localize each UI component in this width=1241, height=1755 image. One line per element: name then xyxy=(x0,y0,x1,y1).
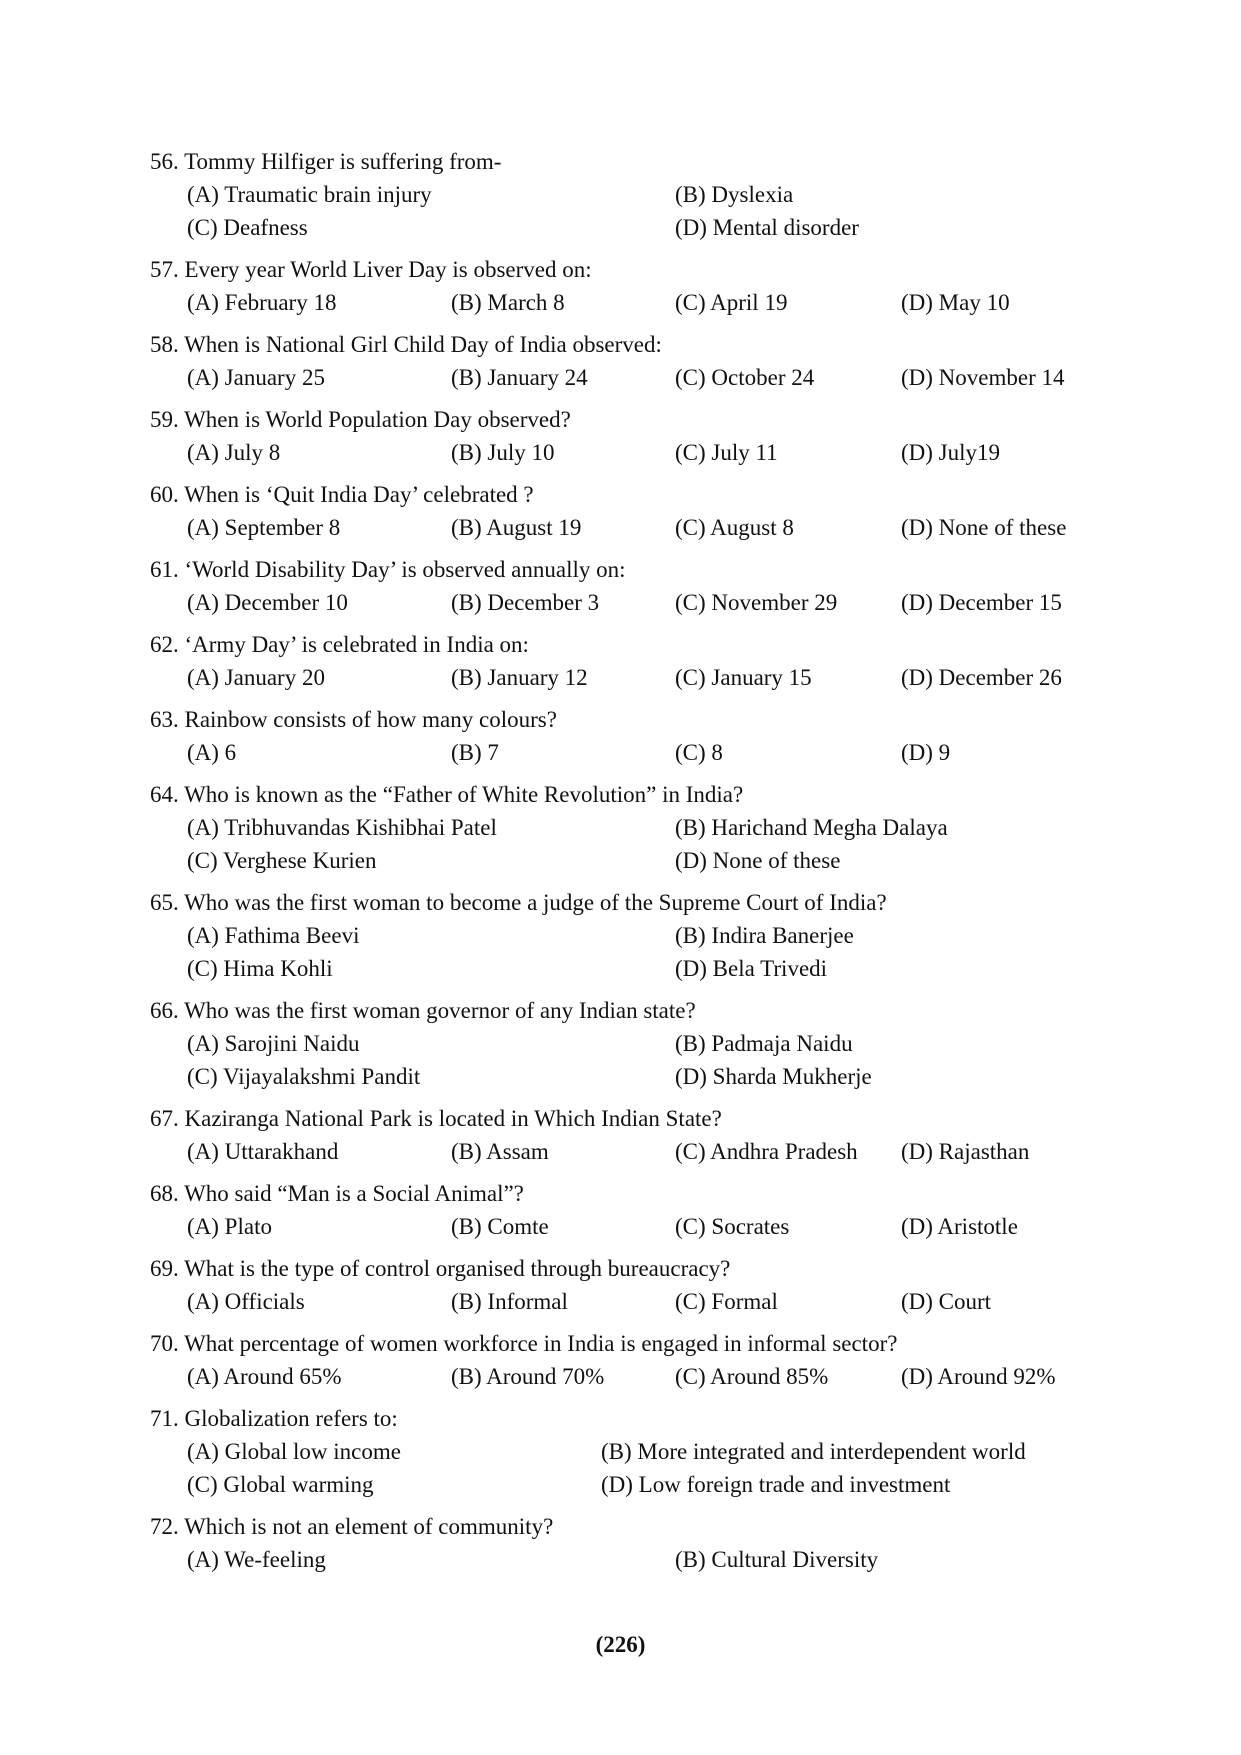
answer-option: (B) December 3 xyxy=(451,590,600,615)
options-row xyxy=(150,286,1150,319)
question-stem xyxy=(150,328,1150,361)
answer-option: (A) Global low income xyxy=(187,1439,401,1464)
question-text: When is National Girl Child Day of India observed: xyxy=(184,332,662,357)
answer-option: (A) Fathima Beevi xyxy=(187,923,360,948)
question-number: 72. xyxy=(150,1514,179,1539)
question-number: 63. xyxy=(150,707,179,732)
options-row xyxy=(150,1360,1150,1393)
question-text: Who was the first woman to become a judge of the Supreme Court of India? xyxy=(184,890,887,915)
answer-option: (D) December 15 xyxy=(901,590,1062,615)
options-row xyxy=(150,661,1150,694)
options-row xyxy=(150,919,1150,952)
answer-option: (B) January 12 xyxy=(451,665,588,690)
answer-option: (A) Plato xyxy=(187,1214,272,1239)
answer-option: (D) 9 xyxy=(901,740,951,765)
answer-option: (C) Andhra Pradesh xyxy=(675,1139,858,1164)
answer-option: (B) Dyslexia xyxy=(675,182,794,207)
answer-option: (A) We-feeling xyxy=(187,1547,326,1572)
question-69 xyxy=(150,1252,1150,1318)
question-stem xyxy=(150,145,1150,178)
answer-option: (C) Vijayalakshmi Pandit xyxy=(187,1064,421,1089)
options-row xyxy=(150,1285,1150,1318)
question-number: 66. xyxy=(150,998,179,1023)
question-number: 61. xyxy=(150,557,179,582)
options-row xyxy=(150,1027,1150,1060)
answer-option: (A) February 18 xyxy=(187,290,337,315)
answer-option: (B) More integrated and interdependent world xyxy=(601,1439,1026,1464)
answer-option: (B) Informal xyxy=(451,1289,568,1314)
answer-option: (D) Rajasthan xyxy=(901,1139,1030,1164)
question-text: When is ‘Quit India Day’ celebrated ? xyxy=(184,482,534,507)
answer-option: (A) 6 xyxy=(187,740,237,765)
options-row xyxy=(150,1435,1150,1468)
answer-option: (A) Traumatic brain injury xyxy=(187,182,432,207)
answer-option: (C) August 8 xyxy=(675,515,794,540)
question-66 xyxy=(150,994,1150,1093)
answer-option: (B) January 24 xyxy=(451,365,588,390)
answer-option: (B) Padmaja Naidu xyxy=(675,1031,853,1056)
question-stem xyxy=(150,1177,1150,1210)
question-text: Which is not an element of community? xyxy=(184,1514,554,1539)
question-text: Kaziranga National Park is located in Which Indian State? xyxy=(184,1106,722,1131)
answer-option: (C) November 29 xyxy=(675,590,838,615)
question-text: What is the type of control organised through bureaucracy? xyxy=(184,1256,731,1281)
question-text: Tommy Hilfiger is suffering from- xyxy=(184,149,502,174)
question-stem xyxy=(150,1102,1150,1135)
question-stem xyxy=(150,778,1150,811)
answer-option: (A) January 25 xyxy=(187,365,325,390)
question-number: 58. xyxy=(150,332,179,357)
options-row xyxy=(150,1135,1150,1168)
question-64 xyxy=(150,778,1150,877)
answer-option: (A) Officials xyxy=(187,1289,305,1314)
answer-option: (D) July19 xyxy=(901,440,1001,465)
question-number: 64. xyxy=(150,782,179,807)
question-number: 62. xyxy=(150,632,179,657)
answer-option: (C) Formal xyxy=(675,1289,778,1314)
answer-option: (A) July 8 xyxy=(187,440,281,465)
question-72 xyxy=(150,1510,1150,1576)
question-text: Rainbow consists of how many colours? xyxy=(184,707,557,732)
question-number: 68. xyxy=(150,1181,179,1206)
options-row xyxy=(150,436,1150,469)
question-number: 70. xyxy=(150,1331,179,1356)
question-number: 56. xyxy=(150,149,179,174)
answer-option: (C) Socrates xyxy=(675,1214,790,1239)
question-56 xyxy=(150,145,1150,244)
answer-option: (A) Uttarakhand xyxy=(187,1139,339,1164)
question-68 xyxy=(150,1177,1150,1243)
question-63 xyxy=(150,703,1150,769)
answer-option: (B) 7 xyxy=(451,740,499,765)
question-text: ‘World Disability Day’ is observed annually on: xyxy=(184,557,626,582)
options-row xyxy=(150,361,1150,394)
answer-option: (D) Around 92% xyxy=(901,1364,1056,1389)
options-row xyxy=(150,211,1150,244)
answer-option: (D) Bela Trivedi xyxy=(675,956,828,981)
answer-option: (B) Assam xyxy=(451,1139,549,1164)
question-text: ‘Army Day’ is celebrated in India on: xyxy=(184,632,529,657)
question-stem xyxy=(150,553,1150,586)
answer-option: (D) Aristotle xyxy=(901,1214,1018,1239)
question-60 xyxy=(150,478,1150,544)
question-list xyxy=(150,145,1150,1585)
question-stem xyxy=(150,403,1150,436)
answer-option: (A) September 8 xyxy=(187,515,341,540)
question-number: 57. xyxy=(150,257,179,282)
question-71 xyxy=(150,1402,1150,1501)
question-62 xyxy=(150,628,1150,694)
question-65 xyxy=(150,886,1150,985)
question-text: Every year World Liver Day is observed on: xyxy=(184,257,592,282)
question-text: Who was the first woman governor of any Indian state? xyxy=(184,998,696,1023)
answer-option: (C) October 24 xyxy=(675,365,815,390)
answer-option: (B) Comte xyxy=(451,1214,549,1239)
answer-option: (C) Hima Kohli xyxy=(187,956,333,981)
answer-option: (D) December 26 xyxy=(901,665,1062,690)
answer-option: (C) Deafness xyxy=(187,215,308,240)
question-text: When is World Population Day observed? xyxy=(184,407,571,432)
page-number: (226) xyxy=(595,1632,646,1657)
question-stem xyxy=(150,1252,1150,1285)
options-row xyxy=(150,178,1150,211)
question-number: 67. xyxy=(150,1106,179,1131)
question-59 xyxy=(150,403,1150,469)
answer-option: (B) Harichand Megha Dalaya xyxy=(675,815,948,840)
question-text: Who is known as the “Father of White Revolution” in India? xyxy=(184,782,744,807)
options-row xyxy=(150,1060,1150,1093)
question-stem xyxy=(150,1402,1150,1435)
answer-option: (C) April 19 xyxy=(675,290,788,315)
options-row xyxy=(150,844,1150,877)
options-row xyxy=(150,1543,1150,1576)
answer-option: (D) Sharda Mukherje xyxy=(675,1064,872,1089)
question-stem xyxy=(150,703,1150,736)
answer-option: (B) Around 70% xyxy=(451,1364,605,1389)
answer-option: (C) Around 85% xyxy=(675,1364,829,1389)
answer-option: (A) Sarojini Naidu xyxy=(187,1031,360,1056)
options-row xyxy=(150,811,1150,844)
question-57 xyxy=(150,253,1150,319)
answer-option: (C) January 15 xyxy=(675,665,812,690)
answer-option: (A) Tribhuvandas Kishibhai Patel xyxy=(187,815,497,840)
answer-option: (C) Verghese Kurien xyxy=(187,848,377,873)
question-61 xyxy=(150,553,1150,619)
options-row xyxy=(150,511,1150,544)
question-stem xyxy=(150,1327,1150,1360)
question-number: 69. xyxy=(150,1256,179,1281)
question-stem xyxy=(150,994,1150,1027)
answer-option: (D) Mental disorder xyxy=(675,215,859,240)
answer-option: (C) Global warming xyxy=(187,1472,374,1497)
answer-option: (B) August 19 xyxy=(451,515,582,540)
options-row xyxy=(150,586,1150,619)
question-58 xyxy=(150,328,1150,394)
answer-option: (D) Low foreign trade and investment xyxy=(601,1472,951,1497)
answer-option: (C) July 11 xyxy=(675,440,778,465)
answer-option: (D) None of these xyxy=(675,848,841,873)
answer-option: (C) 8 xyxy=(675,740,723,765)
question-text: What percentage of women workforce in India is engaged in informal sector? xyxy=(184,1331,898,1356)
options-row xyxy=(150,1468,1150,1501)
question-stem xyxy=(150,1510,1150,1543)
answer-option: (D) November 14 xyxy=(901,365,1065,390)
answer-option: (D) Court xyxy=(901,1289,992,1314)
answer-option: (D) May 10 xyxy=(901,290,1010,315)
question-stem xyxy=(150,253,1150,286)
answer-option: (B) Indira Banerjee xyxy=(675,923,854,948)
answer-option: (A) December 10 xyxy=(187,590,348,615)
question-stem xyxy=(150,628,1150,661)
question-number: 60. xyxy=(150,482,179,507)
question-stem xyxy=(150,886,1150,919)
answer-option: (D) None of these xyxy=(901,515,1067,540)
answer-option: (A) January 20 xyxy=(187,665,325,690)
question-text: Globalization refers to: xyxy=(184,1406,398,1431)
answer-option: (A) Around 65% xyxy=(187,1364,342,1389)
question-stem xyxy=(150,478,1150,511)
options-row xyxy=(150,736,1150,769)
options-row xyxy=(150,952,1150,985)
answer-option: (B) March 8 xyxy=(451,290,565,315)
question-number: 59. xyxy=(150,407,179,432)
question-number: 71. xyxy=(150,1406,179,1431)
answer-option: (B) July 10 xyxy=(451,440,555,465)
question-67 xyxy=(150,1102,1150,1168)
question-text: Who said “Man is a Social Animal”? xyxy=(184,1181,524,1206)
options-row xyxy=(150,1210,1150,1243)
question-70 xyxy=(150,1327,1150,1393)
answer-option: (B) Cultural Diversity xyxy=(675,1547,879,1572)
question-number: 65. xyxy=(150,890,179,915)
